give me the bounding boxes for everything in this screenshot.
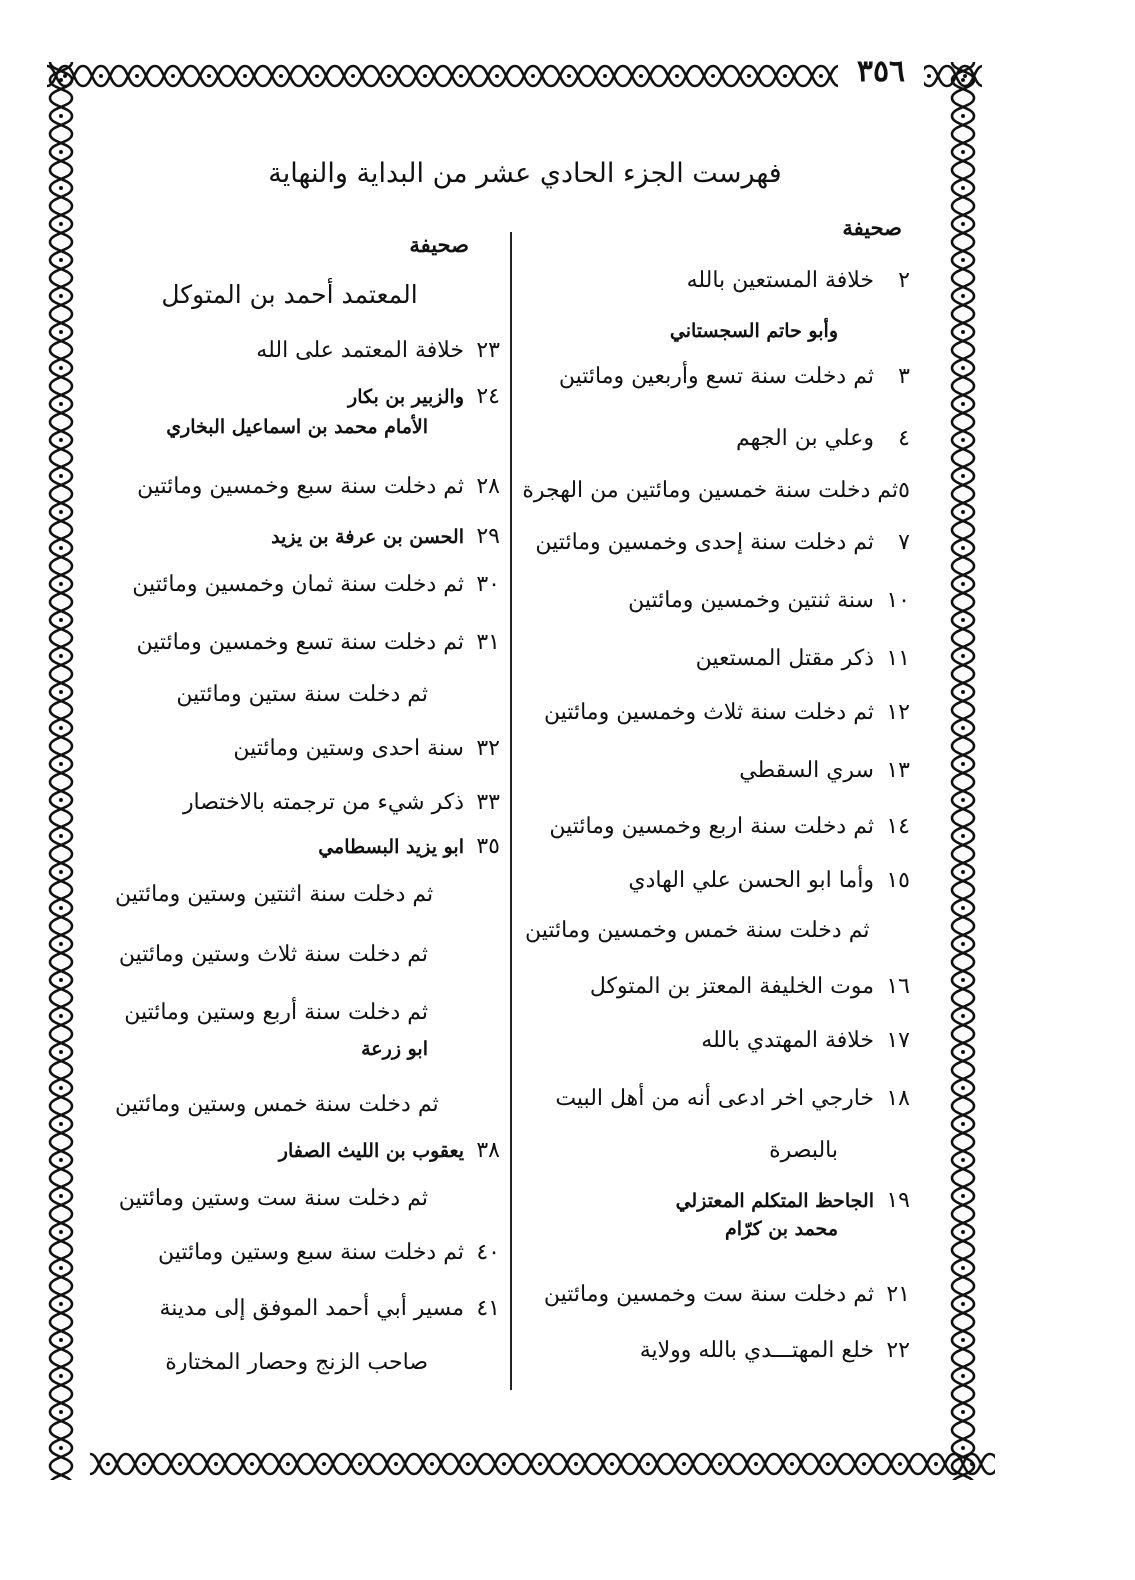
toc-page-number: ١٦ [886, 974, 910, 999]
toc-page-number: ٣١ [476, 630, 500, 655]
toc-entry-text: يعقوب بن الليث الصفار [278, 1140, 464, 1162]
toc-entry [115, 788, 500, 818]
toc-page-number: ٢٣ [476, 338, 500, 363]
toc-page-number: ٧ [898, 530, 910, 555]
toc-entry-text: محمد بن كرّام [725, 1218, 838, 1240]
toc-entry-text: ثم دخلت سنة خمس وخمسين ومائتين [525, 918, 870, 943]
toc-entry [525, 756, 910, 786]
toc-page-number: ٢ [898, 268, 910, 293]
toc-entry [525, 866, 910, 896]
toc-entry [525, 698, 910, 728]
toc-entry [525, 1214, 910, 1244]
toc-entry-text: ثم دخلت سنة ست وستين ومائتين [118, 1186, 428, 1211]
toc-entry [115, 832, 500, 862]
toc-entry-text: ثم دخلت سنة ستين ومائتين [176, 682, 428, 707]
toc-page-number: ١١ [886, 646, 910, 671]
toc-entry-text: ثم دخلت سنة ثمان وخمسين ومائتين [132, 572, 464, 597]
toc-entry [525, 528, 910, 558]
toc-page-number: ١٣ [886, 758, 910, 783]
toc-entry-text: المعتمد أحمد بن المتوكل [161, 280, 418, 309]
toc-entry-text: ثم دخلت سنة ثلاث وستين ومائتين [118, 942, 428, 967]
toc-page-number: ١٢ [886, 700, 910, 725]
toc-entry-text: ثم دخلت سنة اربع وخمسين ومائتين [549, 814, 874, 839]
toc-entry [525, 266, 910, 296]
toc-entry-text: ثم دخلت سنة تسع وأربعين ومائتين [558, 364, 874, 389]
toc-entry [115, 1238, 500, 1268]
toc-entry [525, 812, 910, 842]
page-number: ٣٥٦ [838, 52, 924, 92]
toc-entry [115, 280, 500, 310]
toc-entry-text: خلع المهتـــدي بالله وولاية [639, 1338, 874, 1363]
toc-page-number: ٣٨ [476, 1138, 500, 1163]
toc-entry-text: ثم دخلت سنة سبع وخمسين ومائتين [137, 474, 464, 499]
toc-entry-text: ذكر شيء من ترجمته بالاختصار [182, 790, 464, 815]
toc-page-number: ٤ [898, 426, 910, 451]
toc-page-number: ١٠ [886, 588, 910, 613]
toc-entry-text: خلافة المستعين بالله [686, 268, 874, 293]
toc-entry [525, 1186, 910, 1216]
toc-page-number: ١٤ [886, 814, 910, 839]
toc-entry-text: ثم دخلت سنة خمس وستين ومائتين [115, 1092, 439, 1117]
toc-entry [115, 998, 500, 1028]
toc-entry-text: ثم دخلت سنة ست وخمسين ومائتين [543, 1282, 874, 1307]
toc-entry-text: وعلي بن الجهم [735, 426, 874, 451]
toc-entry-text: ثم دخلت سنة أربع وستين ومائتين [124, 1000, 428, 1025]
toc-entry-text: موت الخليفة المعتز بن المتوكل [589, 974, 874, 999]
toc-entry-text: ثم دخلت سنة اثنتين وستين ومائتين [115, 882, 434, 907]
toc-entry [525, 1280, 910, 1310]
toc-page-number: ٤٠ [476, 1240, 500, 1265]
toc-entry-text: ثم دخلت سنة سبع وستين ومائتين [157, 1240, 464, 1265]
toc-entry [115, 940, 500, 970]
toc-entry [525, 1084, 910, 1114]
toc-entry-text: ثم دخلت سنة تسع وخمسين ومائتين [136, 630, 464, 655]
toc-entry [525, 1336, 910, 1366]
toc-entry-text: ابو زرعة [361, 1038, 428, 1060]
toc-entry-text: ثم دخلت سنة إحدى وخمسين ومائتين [535, 530, 874, 555]
toc-entry [525, 972, 910, 1002]
toc-page-number: ٢٨ [476, 474, 500, 499]
toc-page-number: ٣٠ [476, 572, 500, 597]
toc-entry [525, 1026, 910, 1056]
column-header-right: صحيفة [842, 215, 902, 240]
toc-entry [525, 424, 910, 454]
page-title: فهرست الجزء الحادي عشر من البداية والنهاية [268, 158, 782, 189]
toc-entry-text: الجاحظ المتكلم المعتزلي [675, 1190, 874, 1212]
toc-entry-text: سنة احدى وستين ومائتين [233, 736, 464, 761]
toc-entry [115, 628, 500, 658]
toc-page-number: ٥ [898, 478, 910, 503]
toc-entry-text: خلافة المهتدي بالله [701, 1028, 874, 1053]
toc-entry [522, 476, 910, 506]
toc-entry [525, 1136, 910, 1166]
toc-entry [115, 680, 500, 710]
toc-entry [525, 362, 910, 392]
toc-entry-text: بالبصرة [769, 1138, 838, 1163]
toc-entry [115, 336, 500, 366]
toc-entry-text: سنة ثنتين وخمسين ومائتين [628, 588, 874, 613]
toc-entry [115, 1136, 500, 1166]
toc-entry [115, 1348, 500, 1378]
toc-entry-text: ثم دخلت سنة ثلاث وخمسين ومائتين [543, 700, 874, 725]
toc-entry [115, 570, 500, 600]
toc-entry-text: سري السقطي [739, 758, 874, 783]
toc-page-number: ٣٣ [476, 790, 500, 815]
toc-entry-text: خلافة المعتمد على الله [256, 338, 464, 363]
toc-entry [115, 1184, 500, 1214]
column-divider [510, 232, 512, 1390]
toc-page-number: ١٨ [886, 1086, 910, 1111]
toc-entry-text: ابو يزيد البسطامي [318, 836, 464, 858]
toc-entry [115, 880, 500, 910]
toc-entry-text: خارجي اخر ادعى أنه من أهل البيت [555, 1086, 874, 1111]
toc-entry-text: وأما ابو الحسن علي الهادي [628, 868, 874, 893]
toc-entry [115, 472, 500, 502]
toc-entry-text: صاحب الزنج وحصار المختارة [165, 1350, 428, 1375]
toc-page-number: ٢١ [886, 1282, 910, 1307]
toc-entry [525, 916, 910, 946]
toc-entry [115, 1090, 500, 1120]
toc-page-number: ٣ [898, 364, 910, 389]
toc-page-number: ٤١ [476, 1296, 500, 1321]
toc-entry [115, 382, 500, 412]
toc-entry [115, 734, 500, 764]
toc-entry [115, 522, 500, 552]
toc-entry-text: والزبير بن بكار [348, 386, 464, 408]
toc-entry-text: الأمام محمد بن اسماعيل البخاري [166, 416, 428, 438]
column-header-left: صحيفة [409, 232, 469, 257]
toc-entry-text: مسير أبي أحمد الموفق إلى مدينة [159, 1296, 464, 1321]
toc-page-number: ١٩ [886, 1188, 910, 1213]
toc-entry [115, 1034, 500, 1064]
toc-entry-text: ثم دخلت سنة خمسين ومائتين من الهجرة [522, 478, 899, 503]
toc-entry-text: وأبو حاتم السجستاني [669, 320, 838, 342]
toc-page-number: ٣٢ [476, 736, 500, 761]
toc-page-number: ١٧ [886, 1028, 910, 1053]
toc-page-number: ١٥ [886, 868, 910, 893]
toc-entry-text: ذكر مقتل المستعين [695, 646, 874, 671]
toc-entry [525, 644, 910, 674]
toc-page-number: ٢٤ [476, 384, 500, 409]
toc-entry [525, 316, 910, 346]
toc-entry [115, 1294, 500, 1324]
toc-entry-text: الحسن بن عرفة بن يزيد [271, 526, 464, 548]
toc-page-number: ٢٩ [476, 524, 500, 549]
toc-page-number: ٣٥ [476, 834, 500, 859]
toc-entry [525, 586, 910, 616]
toc-entry [115, 412, 500, 442]
toc-page-number: ٢٢ [886, 1338, 910, 1363]
